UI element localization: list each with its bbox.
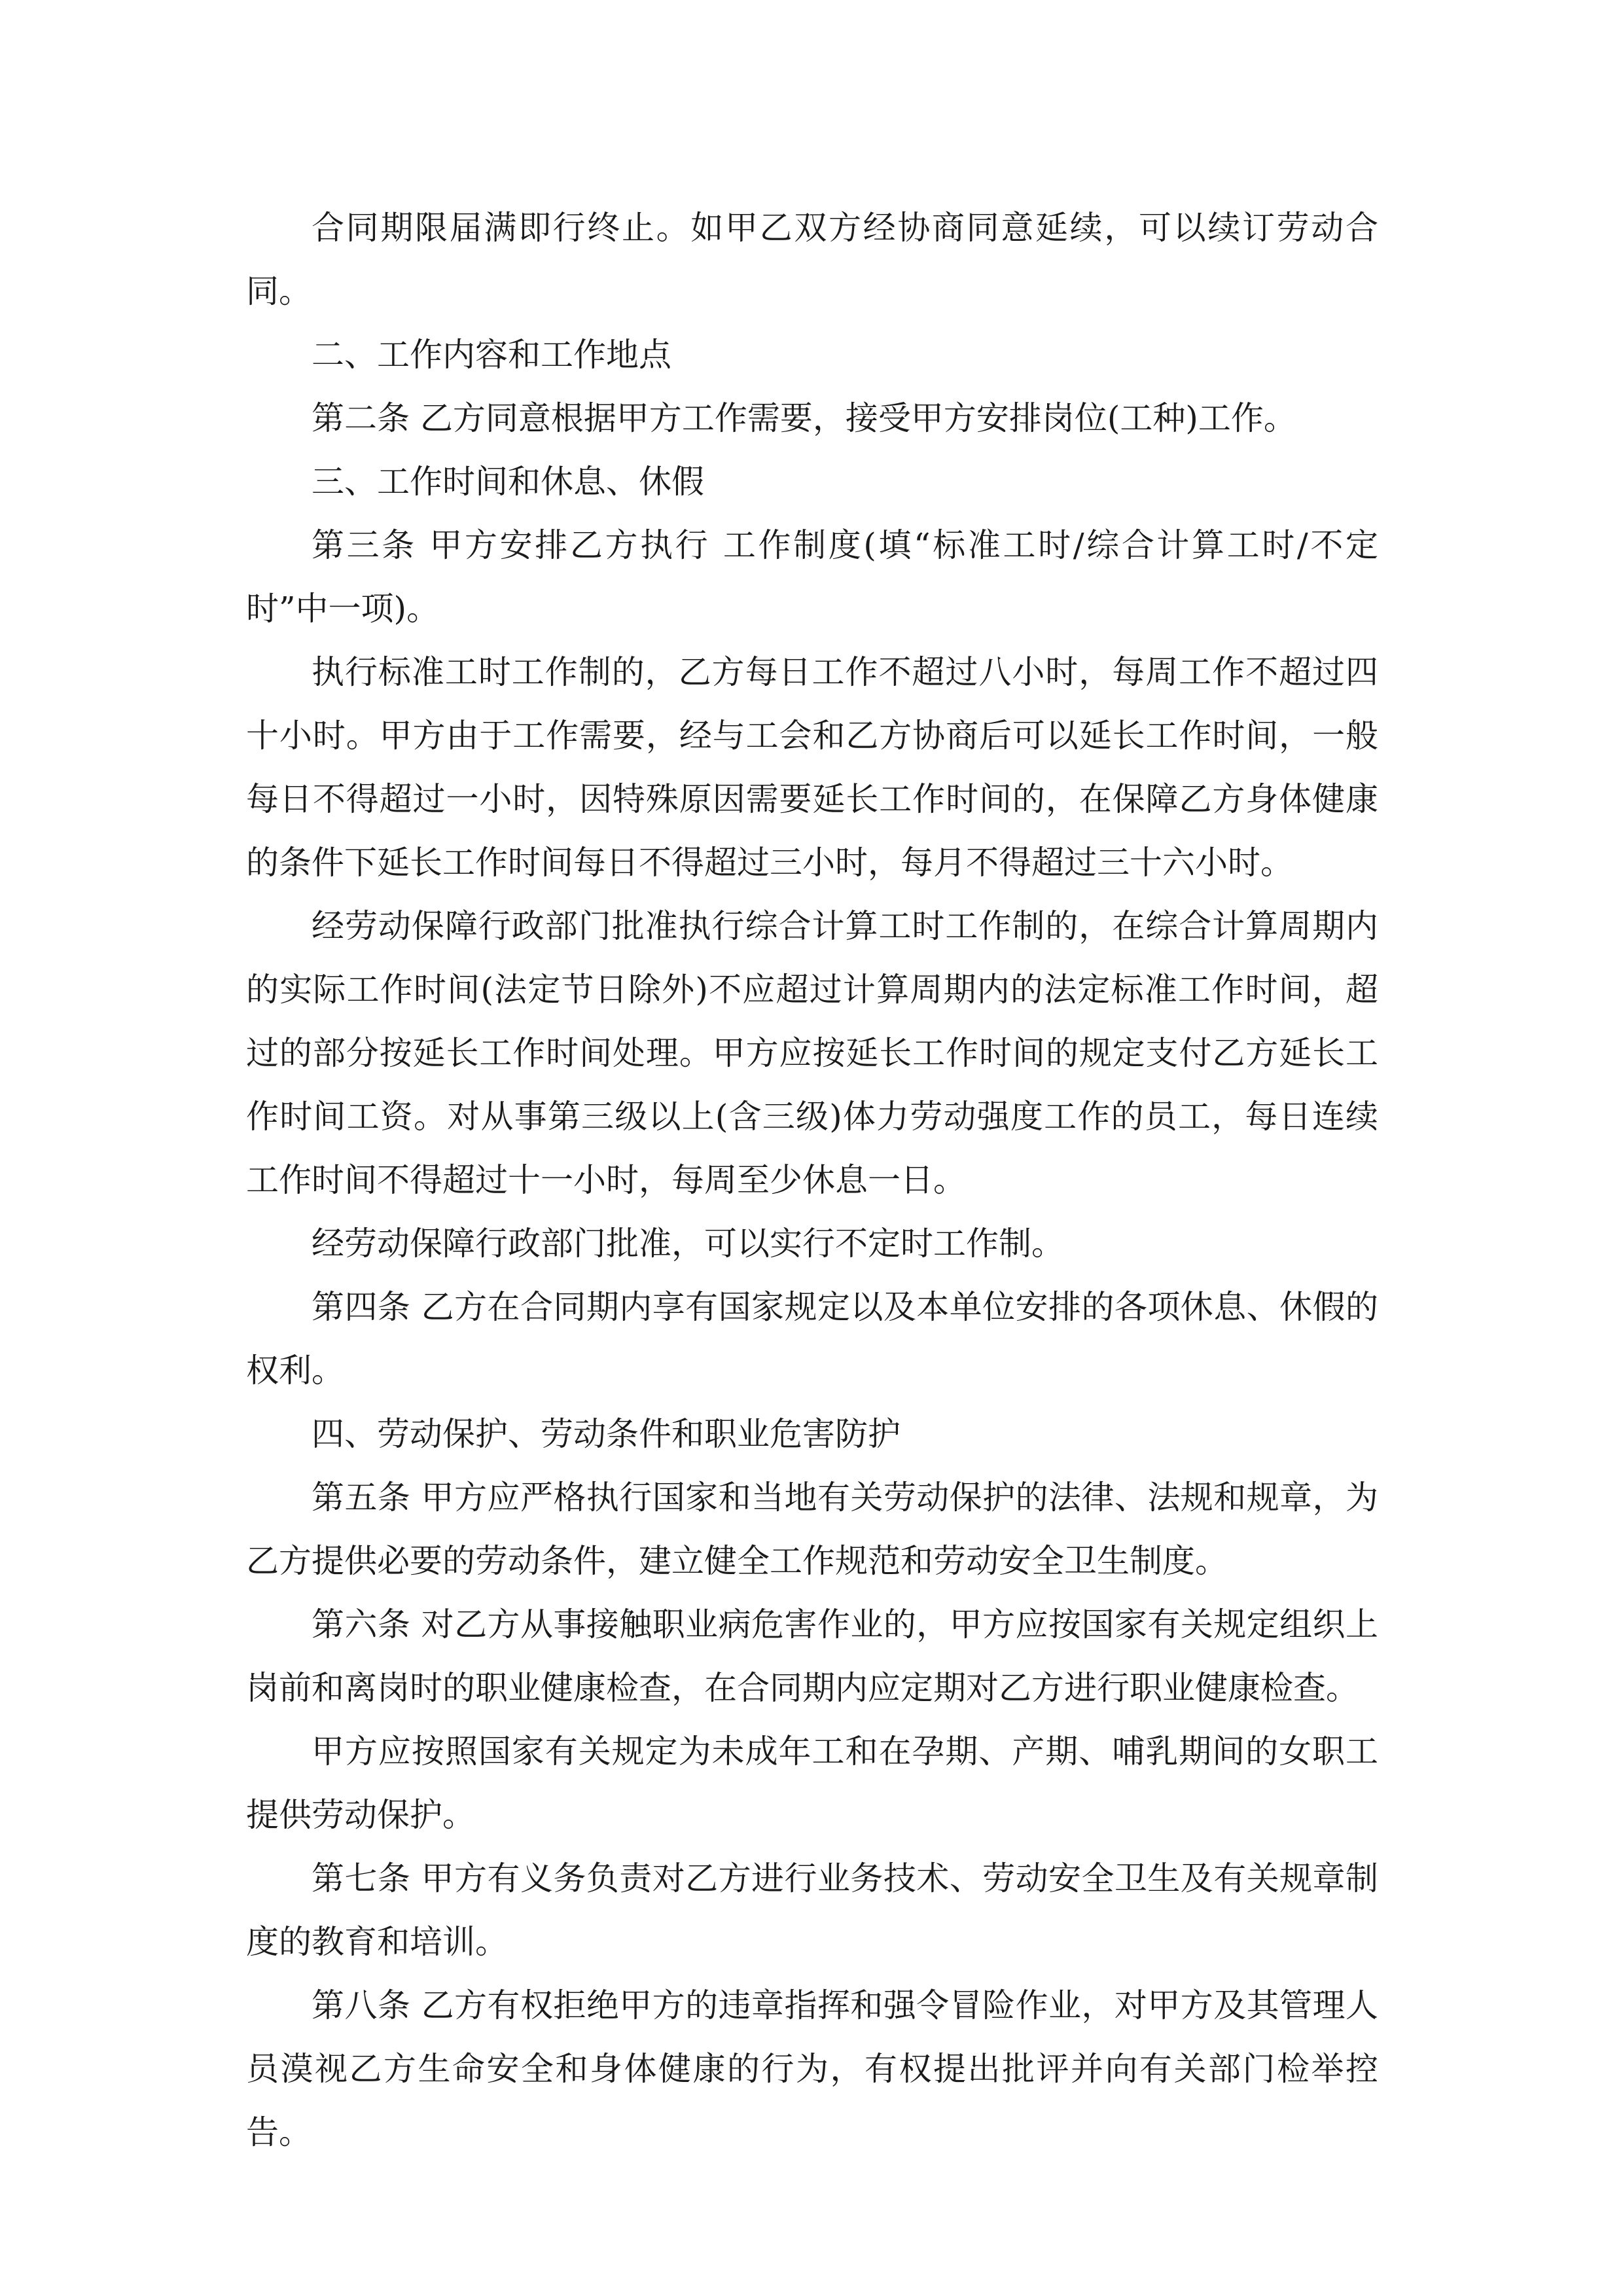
document-page bbox=[246, 196, 1378, 2164]
section-heading-working-hours: 三、工作时间和休息、休假 bbox=[312, 463, 704, 501]
article-3-paragraph: 第三条 甲方安排乙方执行 工作制度(填“标准工时/综合计算工时/不定时”中一项)。 bbox=[246, 526, 1378, 628]
article-6-paragraph: 第六条 对乙方从事接触职业病危害作业的，甲方应按国家有关规定组织上岗前和离岗时的职业健康检查，在合同期内应定期对乙方进行职业健康检查。 bbox=[246, 1605, 1378, 1707]
article-7-paragraph: 第七条 甲方有义务负责对乙方进行业务技术、劳动安全卫生及有关规章制度的教育和培训。 bbox=[246, 1859, 1378, 1961]
section-heading-labor-protection: 四、劳动保护、劳动条件和职业危害防护 bbox=[312, 1415, 901, 1453]
article-5-paragraph: 第五条 甲方应严格执行国家和当地有关劳动保护的法律、法规和规章，为乙方提供必要的劳动条件，建立健全工作规范和劳动安全卫生制度。 bbox=[246, 1479, 1378, 1580]
female-minor-protection-paragraph: 甲方应按照国家有关规定为未成年工和在孕期、产期、哺乳期间的女职工提供劳动保护。 bbox=[246, 1732, 1378, 1834]
contract-term-paragraph: 合同期限届满即行终止。如甲乙双方经协商同意延续，可以续订劳动合同。 bbox=[246, 209, 1378, 310]
section-heading-work-content: 二、工作内容和工作地点 bbox=[312, 336, 671, 374]
comprehensive-hours-paragraph: 经劳动保障行政部门批准执行综合计算工时工作制的，在综合计算周期内的实际工作时间(法定节日除外)不应超过计算周期内的法定标准工作时间，超过的部分按延长工作时间处理。甲方应按延长工作时间的规定支付乙方延长工作时间工资。对从事第三级以上(含三级)体力劳动强度工作的员工，每日连续工作时间不得超过十一小时，每周至少休息一日。 bbox=[246, 907, 1378, 1199]
standard-hours-paragraph: 执行标准工时工作制的，乙方每日工作不超过八小时，每周工作不超过四十小时。甲方由于工作需要，经与工会和乙方协商后可以延长工作时间，一般每日不得超过一小时，因特殊原因需要延长工作时间的，在保障乙方身体健康的条件下延长工作时间每日不得超过三小时，每月不得超过三十六小时。 bbox=[246, 653, 1378, 882]
article-8-paragraph: 第八条 乙方有权拒绝甲方的违章指挥和强令冒险作业，对甲方及其管理人员漠视乙方生命安全和身体健康的行为，有权提出批评并向有关部门检举控告。 bbox=[246, 1986, 1378, 2151]
article-4-paragraph: 第四条 乙方在合同期内享有国家规定以及本单位安排的各项休息、休假的权利。 bbox=[246, 1288, 1378, 1390]
article-2-paragraph: 第二条 乙方同意根据甲方工作需要，接受甲方安排岗位(工种)工作。 bbox=[312, 399, 1296, 437]
flexible-hours-paragraph: 经劳动保障行政部门批准，可以实行不定时工作制。 bbox=[312, 1225, 1064, 1263]
